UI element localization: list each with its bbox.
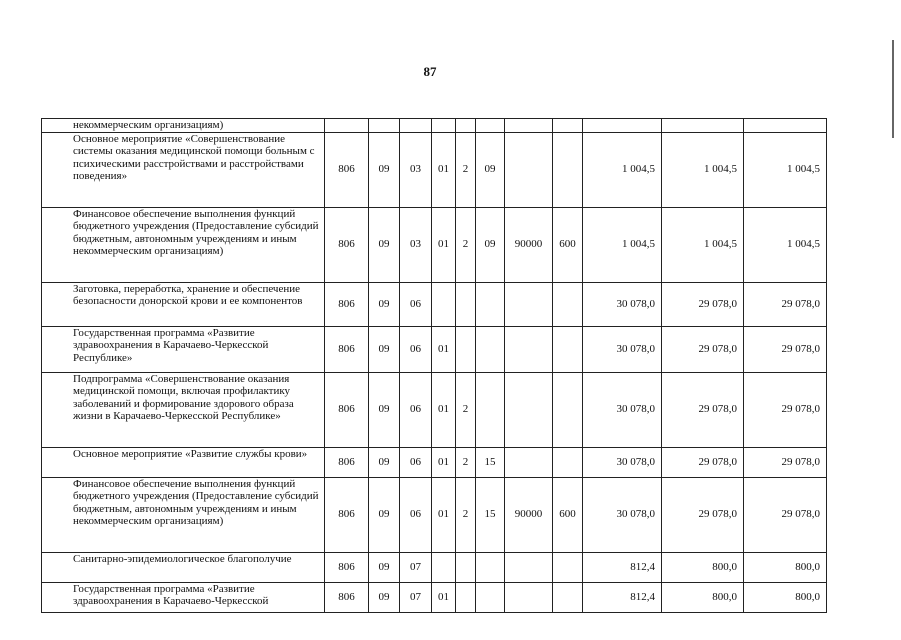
row-name: некоммерческим организациям) [42,119,325,133]
cell-sum-3: 29 078,0 [744,372,827,447]
cell-p1: 01 [432,582,456,612]
cell-sum-3: 29 078,0 [744,326,827,372]
table-row [42,582,827,612]
cell-vr [553,372,583,447]
cell-gr: 806 [325,282,369,326]
table-row [42,119,827,133]
row-name: Основное мероприятие «Совершенствование системы оказания медицинской помощи больным с психическими расстройствами и расстройствами поведения» [42,132,325,207]
cell-sum-2: 1 004,5 [662,207,744,282]
cell-rz: 09 [369,207,400,282]
table-row [42,447,827,477]
cell-vr: 600 [553,207,583,282]
row-name: Подпрограмма «Совершенствование оказания медицинской помощи, включая профилактику заболеваний и формирование здорового образа жизни в Карачаево-Черкесской Республике» [42,372,325,447]
row-name: Финансовое обеспечение выполнения функций бюджетного учреждения (Предоставление субсидий бюджетным, автономным учреждениям и иным некоммерческим организациям) [42,477,325,552]
row-name: Основное мероприятие «Развитие службы крови» [42,447,325,477]
cell-p1: 01 [432,447,456,477]
cell-p2 [456,119,476,133]
cell-p4 [505,282,553,326]
cell-sum-2: 29 078,0 [662,372,744,447]
table-row [42,282,827,326]
cell-sum-1: 30 078,0 [583,447,662,477]
cell-sum-3 [744,119,827,133]
row-name: Государственная программа «Развитие здравоохранения в Карачаево-Черкесской [42,582,325,612]
cell-p4: 90000 [505,477,553,552]
cell-p1: 01 [432,372,456,447]
table-row [42,326,827,372]
cell-sum-2: 29 078,0 [662,282,744,326]
cell-pr: 03 [400,132,432,207]
cell-vr [553,282,583,326]
cell-gr: 806 [325,552,369,582]
cell-p2: 2 [456,477,476,552]
cell-p4 [505,582,553,612]
cell-sum-3: 29 078,0 [744,447,827,477]
cell-sum-2: 1 004,5 [662,132,744,207]
cell-sum-2: 800,0 [662,552,744,582]
cell-p3 [476,552,505,582]
cell-p2 [456,326,476,372]
cell-rz: 09 [369,477,400,552]
cell-rz [369,119,400,133]
cell-sum-2: 29 078,0 [662,326,744,372]
cell-p1: 01 [432,207,456,282]
cell-pr: 03 [400,207,432,282]
cell-pr: 06 [400,372,432,447]
cell-sum-1: 1 004,5 [583,132,662,207]
cell-p1: 01 [432,477,456,552]
cell-gr: 806 [325,207,369,282]
cell-p3: 15 [476,477,505,552]
cell-sum-3: 29 078,0 [744,477,827,552]
cell-sum-3: 1 004,5 [744,207,827,282]
cell-p3 [476,372,505,447]
cell-pr: 07 [400,552,432,582]
cell-p1 [432,282,456,326]
cell-pr: 06 [400,326,432,372]
page-number: 87 [423,64,437,79]
cell-p3 [476,326,505,372]
table-row [42,207,827,282]
table-row [42,372,827,447]
cell-sum-3: 800,0 [744,552,827,582]
cell-rz: 09 [369,326,400,372]
cell-pr: 07 [400,582,432,612]
cell-pr [400,119,432,133]
cell-sum-2: 800,0 [662,582,744,612]
cell-vr [553,552,583,582]
cell-sum-1: 812,4 [583,552,662,582]
scan-edge-mark [892,40,894,138]
table-row [42,477,827,552]
cell-p4 [505,119,553,133]
cell-sum-1: 30 078,0 [583,282,662,326]
cell-p2 [456,282,476,326]
cell-pr: 06 [400,282,432,326]
cell-p3 [476,282,505,326]
row-name: Финансовое обеспечение выполнения функций бюджетного учреждения (Предоставление субсидий бюджетным, автономным учреждениям и иным некоммерческим организациям) [42,207,325,282]
cell-sum-3: 1 004,5 [744,132,827,207]
cell-p3: 09 [476,132,505,207]
budget-table [41,118,827,613]
cell-p4 [505,372,553,447]
cell-p3 [476,119,505,133]
cell-sum-1 [583,119,662,133]
cell-sum-1: 30 078,0 [583,326,662,372]
cell-p2: 2 [456,207,476,282]
cell-gr: 806 [325,477,369,552]
cell-pr: 06 [400,477,432,552]
cell-sum-3: 29 078,0 [744,282,827,326]
cell-p2: 2 [456,132,476,207]
cell-sum-2: 29 078,0 [662,477,744,552]
cell-gr: 806 [325,326,369,372]
cell-p1: 01 [432,132,456,207]
cell-rz: 09 [369,282,400,326]
row-name: Санитарно-эпидемиологическое благополучие [42,552,325,582]
cell-gr [325,119,369,133]
cell-sum-1: 30 078,0 [583,477,662,552]
cell-p1 [432,119,456,133]
cell-vr [553,447,583,477]
cell-p4 [505,132,553,207]
cell-gr: 806 [325,447,369,477]
cell-p4 [505,447,553,477]
cell-p1 [432,552,456,582]
cell-p2 [456,552,476,582]
cell-vr: 600 [553,477,583,552]
cell-sum-1: 30 078,0 [583,372,662,447]
row-name: Государственная программа «Развитие здравоохранения в Карачаево-Черкесской Республике» [42,326,325,372]
cell-vr [553,119,583,133]
cell-vr [553,582,583,612]
cell-sum-1: 1 004,5 [583,207,662,282]
cell-gr: 806 [325,132,369,207]
cell-p2: 2 [456,447,476,477]
cell-gr: 806 [325,582,369,612]
cell-rz: 09 [369,447,400,477]
cell-p3: 09 [476,207,505,282]
cell-p4 [505,326,553,372]
cell-p1: 01 [432,326,456,372]
cell-rz: 09 [369,552,400,582]
cell-rz: 09 [369,132,400,207]
table-row [42,132,827,207]
cell-pr: 06 [400,447,432,477]
cell-p2: 2 [456,372,476,447]
row-name: Заготовка, переработка, хранение и обеспечение безопасности донорской крови и ее компонентов [42,282,325,326]
cell-rz: 09 [369,582,400,612]
cell-sum-3: 800,0 [744,582,827,612]
cell-sum-2 [662,119,744,133]
cell-vr [553,326,583,372]
table-row [42,552,827,582]
cell-sum-1: 812,4 [583,582,662,612]
cell-p3 [476,582,505,612]
cell-gr: 806 [325,372,369,447]
cell-sum-2: 29 078,0 [662,447,744,477]
cell-vr [553,132,583,207]
cell-p4: 90000 [505,207,553,282]
cell-rz: 09 [369,372,400,447]
cell-p2 [456,582,476,612]
cell-p4 [505,552,553,582]
cell-p3: 15 [476,447,505,477]
